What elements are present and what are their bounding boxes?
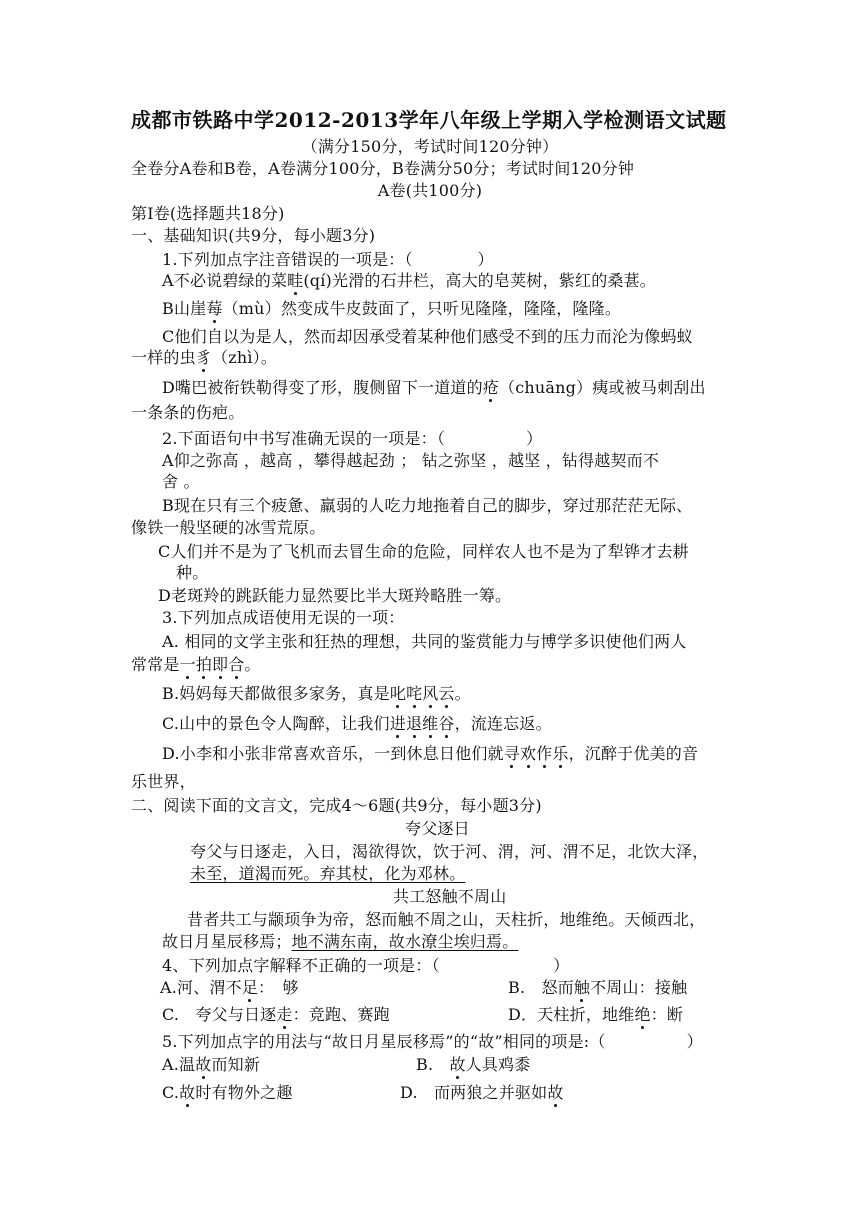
q2-option-c-line2: 种。 [176, 563, 209, 582]
q1-option-d-line1: D嘴巴被衔铁勒得变了形，腹侧留下一道道的疮（chuāng）痍或被马刺刮出 [162, 378, 706, 397]
q3-option-a-line2: 常常是一拍即合。 [131, 655, 261, 674]
q3-option-b: B.妈妈每天都做很多家务，真是叱咤风云。 [162, 684, 471, 703]
q2-option-a-line1: A仰之弥高 ，越高 ，攀得越起劲 ； 钻之弥坚 ，越坚 ，钻得越契而不 [162, 451, 660, 470]
q1-stem: 1.下列加点字注音错误的一项是：（ ） [162, 250, 494, 269]
q5-option-a: A.温故而知新 [162, 1055, 261, 1074]
q4-option-c: C. 夸父与日逐走：竞跑、赛跑 [162, 1005, 390, 1024]
q5-option-d: D. 而两狼之并驱如故 [400, 1083, 564, 1102]
volume-a-heading: A卷(共100分) [377, 181, 483, 200]
q5-option-b: B. 故人具鸡黍 [416, 1055, 531, 1074]
q3-option-d-line2: 乐世界， [131, 772, 196, 791]
q1-option-a: A不必说碧绿的菜畦(qí)光滑的石井栏，高大的皂荚树，紫红的桑葚。 [162, 271, 657, 290]
q5-option-c: C.故时有物外之趣 [162, 1083, 293, 1102]
section1-heading: 一、基础知识(共9分，每小题3分) [131, 226, 376, 245]
q5-stem: 5.下列加点字的用法与“故日月星辰移焉”的“故”相同的项是:（ ） [162, 1032, 703, 1051]
q2-option-b-line1: B现在只有三个疲惫、羸弱的人吃力地拖着自己的脚步，穿过那茫茫无际、 [162, 496, 693, 515]
passage1-line1: 夸父与日逐走，入日，渴欲得饮，饮于河、渭，河、渭不足，北饮大泽， [190, 842, 709, 861]
q2-option-d: D老斑羚的跳跃能力显然要比半大斑羚略胜一筹。 [158, 586, 512, 605]
passage2-title: 共工怒触不周山 [393, 887, 507, 906]
q4-option-b: B. 怒而触不周山：接触 [508, 978, 688, 997]
passage2-line1: 昔者共工与颛顼争为帝，怒而触不周之山，天柱折，地维绝。天倾西北， [187, 910, 706, 929]
q2-stem: 2.下面语句中书写准确无误的一项是：（ ） [162, 429, 543, 448]
passage1-title: 夸父逐日 [405, 819, 470, 838]
q1-option-c-line1: C他们自以为是人，然而却因承受着某种他们感受不到的压力而沦为像蚂蚁 [162, 327, 693, 346]
q3-stem: 3.下列加点成语使用无误的一项： [162, 608, 405, 627]
q2-option-a-line2: 舍 。 [162, 472, 200, 491]
q1-option-d-line2: 一条条的伤疤。 [131, 403, 245, 422]
q1-option-c-line2: 一样的虫豸（zhì）。 [131, 348, 278, 367]
q4-option-d: D．天柱折，地维绝：断 [508, 1005, 684, 1024]
q4-stem: 4、下列加点字解释不正确的一项是：（ ） [162, 956, 570, 975]
q2-option-c-line1: C人们并不是为了飞机而去冒生命的危险，同样农人也不是为了犁铧才去耕 [158, 542, 689, 561]
part1-heading: 第Ⅰ卷(选择题共18分) [131, 204, 285, 223]
q3-option-d-line1: D.小李和小张非常喜欢音乐，一到休息日他们就寻欢作乐，沉醉于优美的音 [162, 744, 699, 763]
exam-subtitle: （满分150分，考试时间120分钟） [301, 137, 559, 156]
exam-note: 全卷分A卷和B卷，A卷满分100分，B卷满分50分；考试时间120分钟 [131, 159, 635, 178]
q3-option-a-line1: A. 相同的文学主张和狂热的理想，共同的鉴赏能力与博学多识使他们两人 [162, 632, 687, 651]
exam-title: 成都市铁路中学2012-2013学年八年级上学期入学检测语文试题 [131, 108, 727, 132]
q1-option-b: B山崖莓（mù）然变成牛皮鼓面了，只听见隆隆，隆隆，隆隆。 [162, 299, 622, 318]
q3-option-c: C.山中的景色令人陶醉，让我们进退维谷，流连忘返。 [162, 714, 552, 733]
q2-option-b-line2: 像铁一般坚硬的冰雪荒原。 [131, 518, 326, 537]
passage2-line2: 故日月星辰移焉；地不满东南，故水潦尘埃归焉。 [162, 932, 519, 951]
passage1-line2: 未至，道渴而死。弃其杖，化为邓林。 [190, 864, 466, 883]
q4-option-a: A.河、渭不足： 够 [160, 978, 299, 997]
section2-heading: 二、阅读下面的文言文，完成4～6题(共9分，每小题3分) [131, 796, 542, 815]
